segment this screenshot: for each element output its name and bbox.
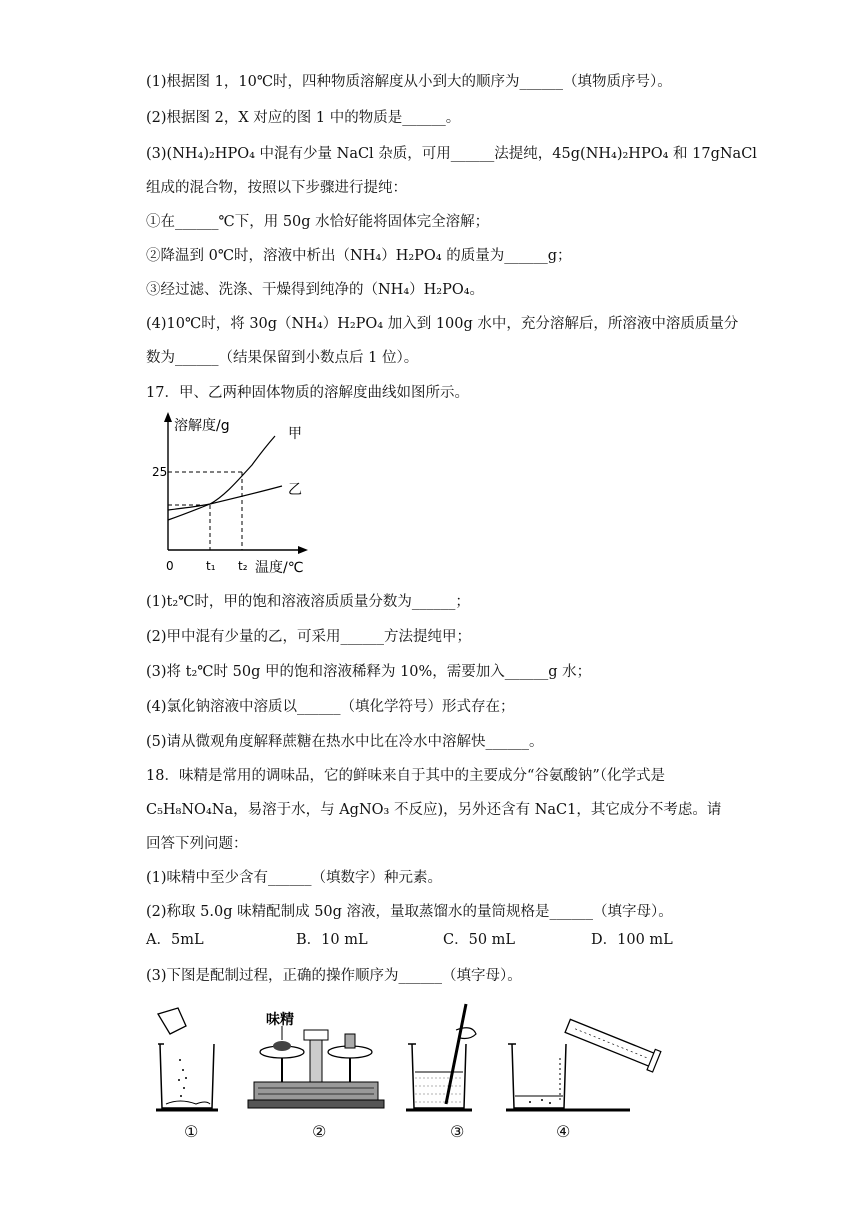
- series-yi-curve: [168, 486, 282, 510]
- q16-step2: ②降温到 0℃时，溶液中析出（NH₄）H₂PO₄ 的质量为______g；: [146, 248, 572, 264]
- solubility-curve-chart: [140, 410, 320, 580]
- step2-balance-illustration: [248, 1011, 384, 1108]
- q18-part3: (3)下图是配制过程，正确的操作顺序为______（填字母）。: [146, 968, 522, 984]
- q16-part2: (2)根据图 2，X 对应的图 1 中的物质是______。: [146, 110, 461, 126]
- q16-part4-line2: 数为______（结果保留到小数点后 1 位）。: [146, 350, 419, 366]
- chart-xlabel: 温度/℃: [255, 560, 304, 576]
- q18-part1: (1)味精中至少含有______（填数字）种元素。: [146, 870, 443, 886]
- q16-part3-line2: 组成的混合物，按照以下步骤进行提纯：: [146, 180, 407, 196]
- q17-part3: (3)将 t₂℃时 50g 甲的饱和溶液稀释为 10%，需要加入______g 水；: [146, 664, 592, 680]
- caption-1: ①: [184, 1122, 199, 1141]
- chart-xtick-t2: t₂: [238, 559, 248, 573]
- chart-ylabel: 溶解度/g: [174, 418, 230, 434]
- series-jia-curve: [168, 436, 275, 520]
- option-a: A．5mL: [146, 932, 204, 948]
- q18-stem-line2: C₅H₈NO₄Na，易溶于水，与 AgNO₃ 不反应)，另外还含有 NaC1，其它成分不考虑。请: [146, 802, 722, 818]
- q17-part5: (5)请从微观角度解释蔗糖在热水中比在冷水中溶解快______。: [146, 734, 544, 750]
- option-d: D．100 mL: [591, 932, 673, 948]
- q16-part3-line1: (3)(NH₄)₂HPO₄ 中混有少量 NaCl 杂质，可用______法提纯，45g(NH₄)₂HPO₄ 和 17gNaCl: [146, 146, 757, 162]
- caption-2: ②: [312, 1122, 327, 1141]
- q17-part1: (1)t₂℃时，甲的饱和溶液溶质质量分数为______；: [146, 594, 470, 610]
- q17-stem: 17．甲、乙两种固体物质的溶解度曲线如图所示。: [146, 385, 469, 401]
- chart-ytick-25: 25: [152, 465, 168, 479]
- q17-part2: (2)甲中混有少量的乙，可采用______方法提纯甲；: [146, 629, 472, 645]
- step1-pour-solid-illustration: [156, 1008, 218, 1110]
- q16-part4-line1: (4)10℃时，将 30g（NH₄）H₂PO₄ 加入到 100g 水中，充分溶解后，所溶液中溶质质量分: [146, 316, 739, 332]
- option-c: C．50 mL: [443, 932, 516, 948]
- q16-step1: ①在______℃下，用 50g 水恰好能将固体完全溶解；: [146, 214, 490, 230]
- chart-origin: 0: [166, 559, 174, 573]
- procedure-figure: [150, 1000, 670, 1150]
- q18-part2: (2)称取 5.0g 味精配制成 50g 溶液，量取蒸馏水的量筒规格是______（填字母）。: [146, 904, 673, 920]
- chart-series-jia-label: 甲: [288, 426, 302, 442]
- q18-stem-line1: 18．味精是常用的调味品，它的鲜味来自于其中的主要成分“谷氨酸钠”（化学式是: [146, 768, 666, 784]
- q18-stem-line3: 回答下列问题：: [146, 836, 248, 852]
- q17-part4: (4)氯化钠溶液中溶质以______（填化学符号）形式存在；: [146, 699, 515, 715]
- caption-3: ③: [450, 1122, 465, 1141]
- q16-part1: (1)根据图 1，10℃时，四种物质溶解度从小到大的顺序为______（填物质序号）。: [146, 74, 672, 90]
- chart-xtick-t1: t₁: [206, 559, 216, 573]
- step4-pour-water-illustration: [506, 1016, 661, 1110]
- caption-4: ④: [556, 1122, 571, 1141]
- figure-label-weijing: 味精: [266, 1012, 294, 1028]
- option-b: B．10 mL: [296, 932, 368, 948]
- q16-step3: ③经过滤、洗涤、干燥得到纯净的（NH₄）H₂PO₄。: [146, 282, 485, 298]
- chart-series-yi-label: 乙: [288, 482, 302, 498]
- step3-stir-illustration: [406, 1004, 476, 1110]
